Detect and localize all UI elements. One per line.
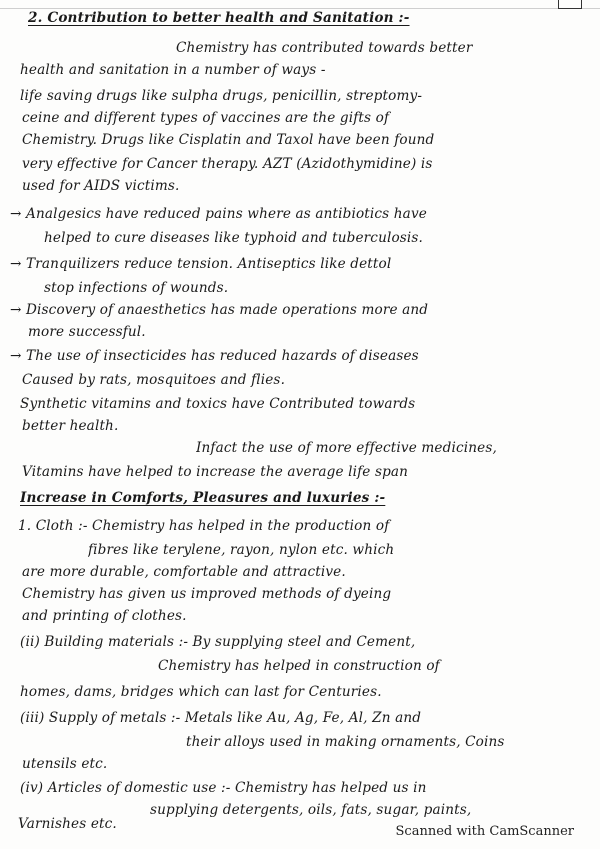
note-line: Chemistry has given us improved methods of dyeing — [22, 586, 392, 602]
note-line: health and sanitation in a number of ways - — [20, 62, 326, 78]
bullet-line: → Tranquilizers reduce tension. Antiseptics like dettol — [10, 256, 392, 272]
note-line: Varnishes etc. — [18, 816, 117, 832]
note-line: are more durable, comfortable and attractive. — [22, 564, 346, 580]
note-line: fibres like terylene, rayon, nylon etc. which — [88, 542, 395, 558]
note-line: ceine and different types of vaccines are the gifts of — [22, 110, 390, 126]
subpoint-domestic-articles: (iv) Articles of domestic use :- Chemistry has helped us in — [20, 780, 427, 796]
note-line: very effective for Cancer therapy. AZT (Azidothymidine) is — [22, 156, 433, 172]
note-line: life saving drugs like sulpha drugs, penicillin, streptomy- — [20, 88, 423, 104]
note-line: stop infections of wounds. — [44, 280, 229, 296]
subpoint-cloth: 1. Cloth :- Chemistry has helped in the production of — [18, 518, 390, 534]
note-line: Vitamins have helped to increase the average life span — [22, 464, 409, 480]
bullet-line: → The use of insecticides has reduced hazards of diseases — [10, 348, 419, 364]
note-line: Caused by rats, mosquitoes and flies. — [22, 372, 286, 388]
subpoint-supply-of-metals: (iii) Supply of metals :- Metals like Au, Ag, Fe, Al, Zn and — [20, 710, 422, 726]
note-line: Chemistry has contributed towards better — [176, 40, 473, 56]
note-line: utensils etc. — [22, 756, 108, 772]
note-line: Synthetic vitamins and toxics have Contributed towards — [20, 396, 416, 412]
section-heading-comforts: Increase in Comforts, Pleasures and luxuries :- — [20, 490, 386, 506]
note-line: Chemistry has helped in construction of — [158, 658, 440, 674]
note-line: their alloys used in making ornaments, Coins — [186, 734, 505, 750]
bullet-line: → Discovery of anaesthetics has made operations more and — [10, 302, 429, 318]
note-line: supplying detergents, oils, fats, sugar, paints, — [150, 802, 472, 818]
note-line: Chemistry. Drugs like Cisplatin and Taxol have been found — [22, 132, 435, 148]
section-heading-health: 2. Contribution to better health and Sanitation :- — [28, 10, 410, 26]
scanner-watermark: Scanned with CamScanner — [395, 824, 574, 839]
note-line: more successful. — [28, 324, 146, 340]
note-line: and printing of clothes. — [22, 608, 187, 624]
subpoint-building-materials: (ii) Building materials :- By supplying steel and Cement, — [20, 634, 416, 650]
note-line: helped to cure diseases like typhoid and tuberculosis. — [44, 230, 424, 246]
bullet-line: → Analgesics have reduced pains where as antibiotics have — [10, 206, 427, 222]
note-line: homes, dams, bridges which can last for Centuries. — [20, 684, 382, 700]
note-line: used for AIDS victims. — [22, 178, 180, 194]
note-line: Infact the use of more effective medicines, — [196, 440, 497, 456]
note-line: better health. — [22, 418, 119, 434]
